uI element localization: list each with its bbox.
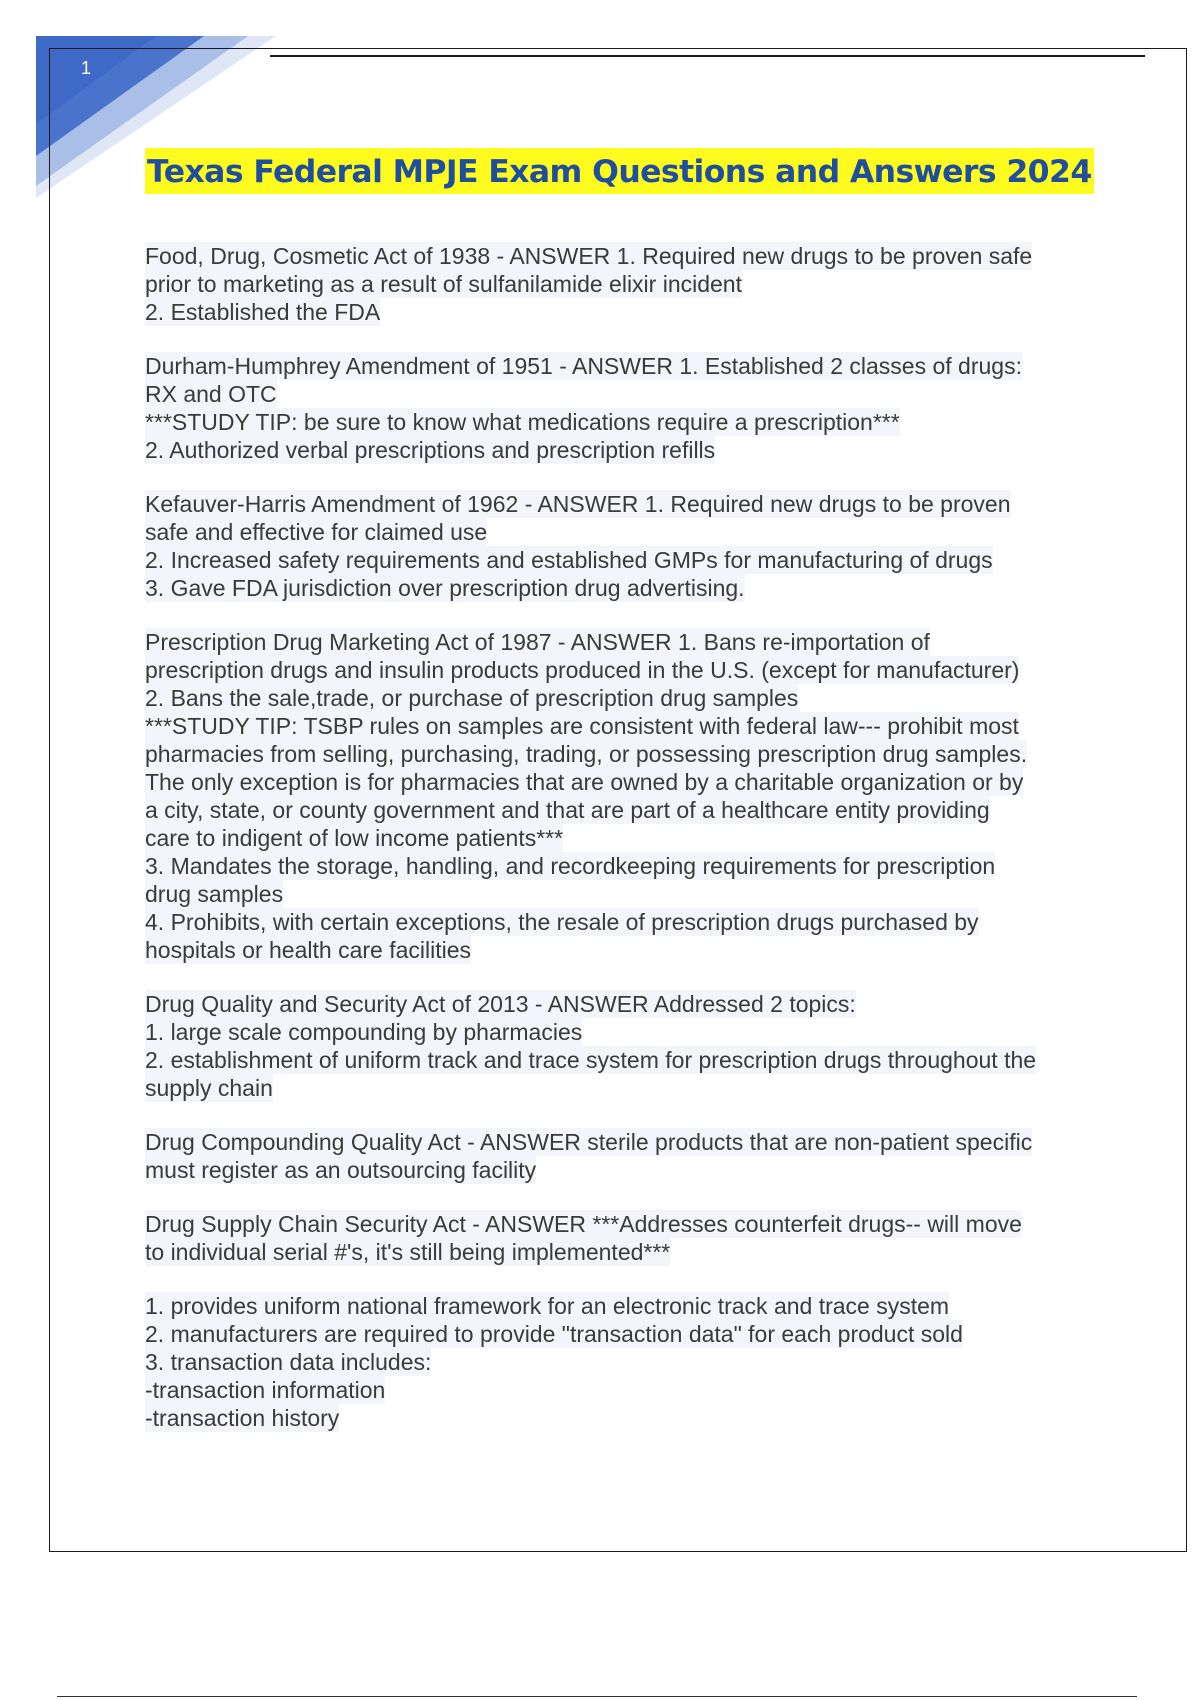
qa-line: ***STUDY TIP: TSBP rules on samples are consistent with federal law--- prohibit most <box>145 713 1019 739</box>
qa-entry <box>145 352 1105 464</box>
qa-line: 2. establishment of uniform track and trace system for prescription drugs throughout the <box>145 1047 1037 1073</box>
qa-line: hospitals or health care facilities <box>145 937 471 963</box>
qa-line: must register as an outsourcing facility <box>145 1157 537 1183</box>
qa-line: RX and OTC <box>145 381 277 407</box>
qa-line: 2. Authorized verbal prescriptions and prescription refills <box>145 437 716 463</box>
qa-line: Kefauver-Harris Amendment of 1962 - ANSWER 1. Required new drugs to be proven <box>145 491 1011 517</box>
qa-line: pharmacies from selling, purchasing, trading, or possessing prescription drug samples. <box>145 741 1028 767</box>
qa-entry <box>145 242 1105 326</box>
qa-line: prescription drugs and insulin products produced in the U.S. (except for manufacturer) <box>145 657 1020 683</box>
qa-line: The only exception is for pharmacies that are owned by a charitable organization or by <box>145 769 1024 795</box>
qa-line: Drug Compounding Quality Act - ANSWER sterile products that are non-patient specific <box>145 1129 1033 1155</box>
qa-line: supply chain <box>145 1075 273 1101</box>
qa-line: Food, Drug, Cosmetic Act of 1938 - ANSWER 1. Required new drugs to be proven safe <box>145 243 1033 269</box>
qa-line: Durham-Humphrey Amendment of 1951 - ANSWER 1. Established 2 classes of drugs: <box>145 353 1022 379</box>
qa-entry <box>145 628 1105 964</box>
qa-line: 3. transaction data includes: <box>145 1349 432 1375</box>
qa-content <box>145 242 1105 1458</box>
qa-line: 2. manufacturers are required to provide "transaction data" for each product sold <box>145 1321 963 1347</box>
qa-line: 3. Mandates the storage, handling, and recordkeeping requirements for prescription <box>145 853 996 879</box>
qa-line: Prescription Drug Marketing Act of 1987 - ANSWER 1. Bans re-importation of <box>145 629 930 655</box>
qa-entry <box>145 1292 1105 1432</box>
qa-line: ***STUDY TIP: be sure to know what medications require a prescription*** <box>145 409 900 435</box>
qa-line: safe and effective for claimed use <box>145 519 488 545</box>
qa-entry <box>145 1128 1105 1184</box>
document-title: Texas Federal MPJE Exam Questions and Answers 2024 <box>145 148 1094 194</box>
page-number: 1 <box>81 58 92 78</box>
qa-line: 1. large scale compounding by pharmacies <box>145 1019 583 1045</box>
qa-line: 2. Established the FDA <box>145 299 381 325</box>
qa-line: 3. Gave FDA jurisdiction over prescription drug advertising. <box>145 575 745 601</box>
qa-line: a city, state, or county government and that are part of a healthcare entity providing <box>145 797 990 823</box>
qa-line: to individual serial #'s, it's still being implemented*** <box>145 1239 671 1265</box>
qa-line: -transaction history <box>145 1405 340 1431</box>
footer-rule <box>57 1696 1137 1697</box>
qa-line: prior to marketing as a result of sulfanilamide elixir incident <box>145 271 742 297</box>
qa-line: Drug Quality and Security Act of 2013 - ANSWER Addressed 2 topics: <box>145 991 856 1017</box>
qa-line: 4. Prohibits, with certain exceptions, the resale of prescription drugs purchased by <box>145 909 979 935</box>
qa-entry <box>145 490 1105 602</box>
qa-line: care to indigent of low income patients*** <box>145 825 564 851</box>
qa-entry <box>145 1210 1105 1266</box>
qa-line: Drug Supply Chain Security Act - ANSWER ***Addresses counterfeit drugs-- will move <box>145 1211 1022 1237</box>
qa-line: 1. provides uniform national framework for an electronic track and trace system <box>145 1293 950 1319</box>
qa-line: 2. Bans the sale,trade, or purchase of prescription drug samples <box>145 685 799 711</box>
qa-line: 2. Increased safety requirements and established GMPs for manufacturing of drugs <box>145 547 993 573</box>
qa-entry <box>145 990 1105 1102</box>
qa-line: drug samples <box>145 881 284 907</box>
qa-line: -transaction information <box>145 1377 386 1403</box>
